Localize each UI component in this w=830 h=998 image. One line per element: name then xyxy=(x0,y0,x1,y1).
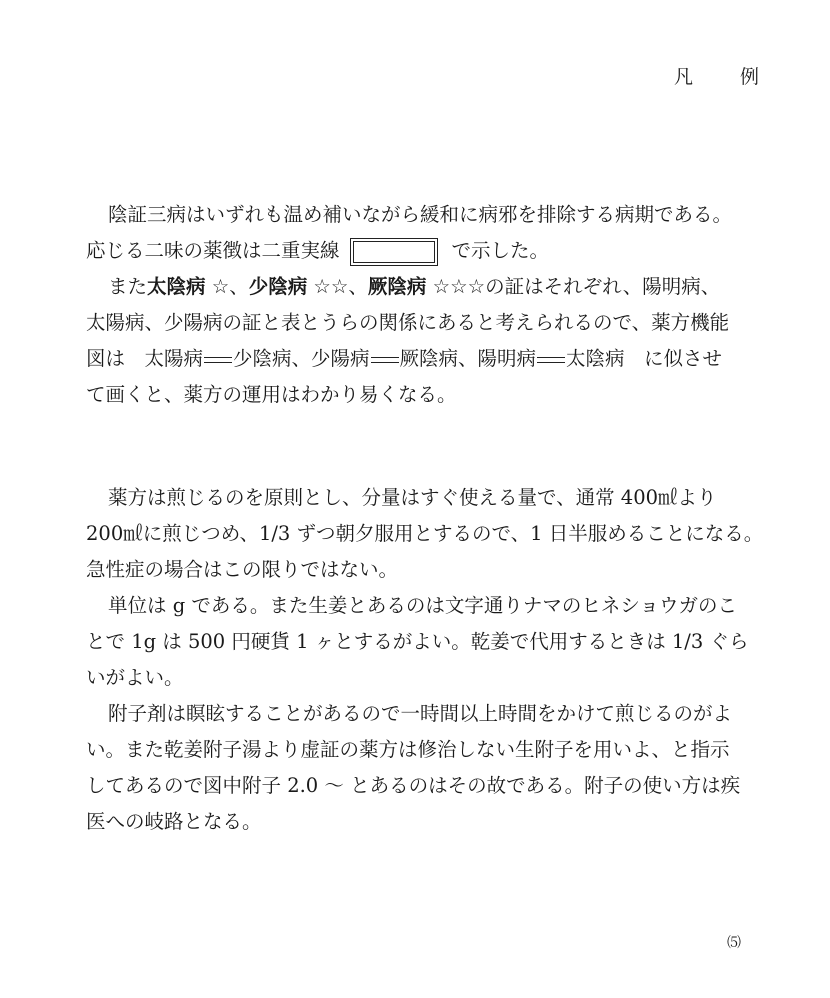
text-line: 薬方は煎じるのを原則とし、分量はすぐ使える量で、通常 400㎖より xyxy=(108,486,717,509)
section-title: 凡 例 xyxy=(674,66,774,88)
text-fragment: また xyxy=(108,275,148,298)
text-line xyxy=(86,341,766,377)
text-line: いがよい。 xyxy=(86,666,184,689)
text-line xyxy=(86,233,766,269)
text-line: 陰証三病はいずれも温め補いながら緩和に病邪を排除する病期である。 xyxy=(108,203,733,226)
text-fragment: 厥陰病、陽明病 xyxy=(399,347,537,370)
text-line: とで 1g は 500 円硬貨 1 ヶとするがよい。乾姜で代用するときは 1/3 ぐら xyxy=(86,630,749,653)
section-yin-conditions xyxy=(86,197,766,413)
double-line-box-legend xyxy=(350,238,438,266)
double-line-connector xyxy=(537,357,565,363)
text-line: 200㎖に煎じつめ、1/3 ずつ朝夕服用とするので、1 日半服めることになる。 xyxy=(86,522,764,545)
text-line: 附子剤は瞑眩することがあるので一時間以上時間をかけて煎じるのがよ xyxy=(108,702,733,725)
star-marker: ☆、 xyxy=(205,275,249,298)
text-fragment: 応じる二味の薬徴は二重実線 xyxy=(86,239,340,262)
text-line: 単位は g である。また生姜とあるのは文字通りナマのヒネショウガのこ xyxy=(108,594,737,617)
text-line xyxy=(86,269,766,305)
double-line-connector xyxy=(371,357,399,363)
star-marker: ☆☆☆の証はそれぞれ、陽明病、 xyxy=(426,275,721,298)
text-line: て画くと、薬方の運用はわかり易くなる。 xyxy=(86,383,457,406)
section-preparation-notes xyxy=(86,480,766,840)
text-fragment: 少陰病、少陽病 xyxy=(233,347,370,370)
star-marker: ☆☆、 xyxy=(307,275,368,298)
text-line: 急性症の場合はこの限りではない。 xyxy=(86,558,399,581)
term-shaoyin: 少陰病 xyxy=(248,275,308,298)
text-fragment: で示した。 xyxy=(451,239,550,262)
text-fragment: 太陰病 に似させ xyxy=(566,347,723,370)
text-fragment: 図は 太陽病 xyxy=(86,347,204,370)
text-line: い。また乾姜附子湯より虚証の薬方は修治しない生附子を用いよ、と指示 xyxy=(86,738,730,761)
term-taiyin: 太陰病 xyxy=(147,275,206,298)
double-line-connector xyxy=(204,357,232,363)
term-jueyin: 厥陰病 xyxy=(367,275,427,298)
text-line: 太陽病、少陽病の証と表とうらの関係にあると考えられるので、薬方機能 xyxy=(86,311,730,334)
text-line: 医への岐路となる。 xyxy=(86,810,262,833)
text-line: してあるので図中附子 2.0 ～ とあるのはその故である。附子の使い方は疾 xyxy=(86,774,741,797)
page-number: ⑸ xyxy=(727,935,741,951)
